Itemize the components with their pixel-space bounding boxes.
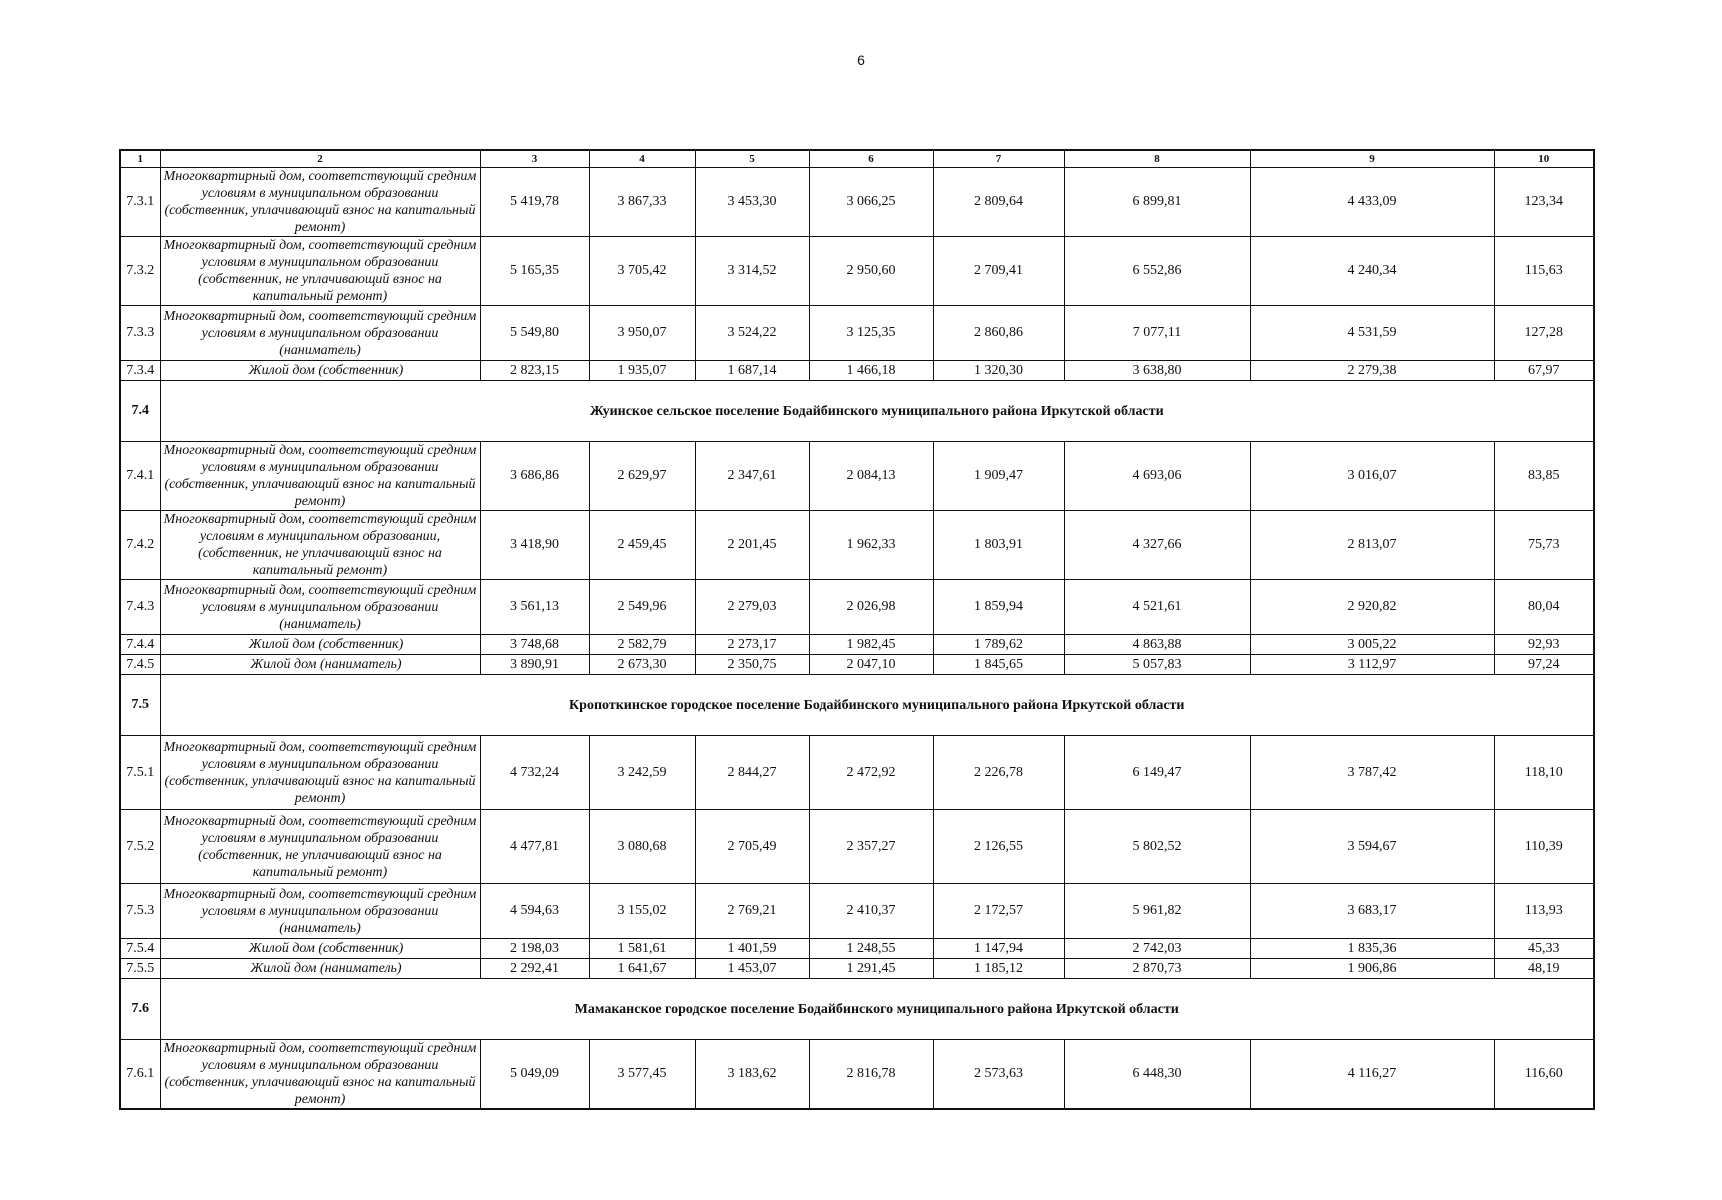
value-cell: 3 683,17 [1250, 884, 1494, 939]
value-cell: 2 573,63 [933, 1040, 1064, 1110]
value-cell: 2 705,49 [695, 810, 809, 884]
value-cell: 2 950,60 [809, 237, 933, 306]
value-cell: 4 433,09 [1250, 168, 1494, 237]
row-description: Многоквартирный дом, соответствующий средним условиям в муниципальном образовании (наниматель) [160, 580, 480, 635]
value-cell: 6 149,47 [1064, 736, 1250, 810]
row-code: 7.5.5 [120, 959, 160, 979]
table-row [120, 361, 1594, 381]
value-cell: 3 867,33 [589, 168, 695, 237]
row-code: 7.4.4 [120, 635, 160, 655]
value-cell: 4 327,66 [1064, 511, 1250, 580]
value-cell: 5 165,35 [480, 237, 589, 306]
value-cell: 4 732,24 [480, 736, 589, 810]
value-cell: 1 835,36 [1250, 939, 1494, 959]
value-cell: 2 709,41 [933, 237, 1064, 306]
value-cell: 1 453,07 [695, 959, 809, 979]
value-cell: 1 982,45 [809, 635, 933, 655]
section-row [120, 979, 1594, 1040]
value-cell: 83,85 [1494, 442, 1594, 511]
row-code: 7.4.3 [120, 580, 160, 635]
section-code: 7.6 [120, 979, 160, 1040]
row-description: Жилой дом (собственник) [160, 361, 480, 381]
value-cell: 1 845,65 [933, 655, 1064, 675]
value-cell: 3 183,62 [695, 1040, 809, 1110]
value-cell: 2 809,64 [933, 168, 1064, 237]
value-cell: 1 147,94 [933, 939, 1064, 959]
value-cell: 2 279,38 [1250, 361, 1494, 381]
value-cell: 3 242,59 [589, 736, 695, 810]
row-code: 7.3.4 [120, 361, 160, 381]
value-cell: 3 005,22 [1250, 635, 1494, 655]
table-row [120, 655, 1594, 675]
value-cell: 118,10 [1494, 736, 1594, 810]
value-cell: 1 185,12 [933, 959, 1064, 979]
table-row [120, 442, 1594, 511]
value-cell: 80,04 [1494, 580, 1594, 635]
value-cell: 1 803,91 [933, 511, 1064, 580]
value-cell: 2 292,41 [480, 959, 589, 979]
value-cell: 5 549,80 [480, 306, 589, 361]
value-cell: 45,33 [1494, 939, 1594, 959]
value-cell: 6 899,81 [1064, 168, 1250, 237]
row-description: Многоквартирный дом, соответствующий средним условиям в муниципальном образовании (собственник, уплачивающий взнос на капитальный ремонт) [160, 168, 480, 237]
section-title: Жуинское сельское поселение Бодайбинского муниципального района Иркутской области [160, 381, 1594, 442]
header-cell: 3 [480, 150, 589, 168]
value-cell: 3 890,91 [480, 655, 589, 675]
value-cell: 2 673,30 [589, 655, 695, 675]
value-cell: 2 920,82 [1250, 580, 1494, 635]
header-cell: 10 [1494, 150, 1594, 168]
value-cell: 3 066,25 [809, 168, 933, 237]
row-description: Многоквартирный дом, соответствующий средним условиям в муниципальном образовании, (собственник, не уплачивающий взнос на капитальный ремонт) [160, 511, 480, 580]
value-cell: 4 240,34 [1250, 237, 1494, 306]
table-row [120, 237, 1594, 306]
value-cell: 1 248,55 [809, 939, 933, 959]
value-cell: 2 172,57 [933, 884, 1064, 939]
value-cell: 5 419,78 [480, 168, 589, 237]
row-description: Многоквартирный дом, соответствующий средним условиям в муниципальном образовании (собственник, уплачивающий взнос на капитальный ремонт) [160, 442, 480, 511]
row-code: 7.6.1 [120, 1040, 160, 1110]
value-cell: 5 802,52 [1064, 810, 1250, 884]
value-cell: 2 126,55 [933, 810, 1064, 884]
value-cell: 123,34 [1494, 168, 1594, 237]
row-code: 7.3.1 [120, 168, 160, 237]
value-cell: 2 357,27 [809, 810, 933, 884]
row-code: 7.4.5 [120, 655, 160, 675]
value-cell: 2 347,61 [695, 442, 809, 511]
value-cell: 5 057,83 [1064, 655, 1250, 675]
header-cell: 5 [695, 150, 809, 168]
table-row [120, 306, 1594, 361]
value-cell: 1 935,07 [589, 361, 695, 381]
value-cell: 6 552,86 [1064, 237, 1250, 306]
value-cell: 5 049,09 [480, 1040, 589, 1110]
value-cell: 3 686,86 [480, 442, 589, 511]
value-cell: 2 273,17 [695, 635, 809, 655]
value-cell: 1 581,61 [589, 939, 695, 959]
value-cell: 7 077,11 [1064, 306, 1250, 361]
table-row [120, 884, 1594, 939]
value-cell: 3 561,13 [480, 580, 589, 635]
value-cell: 2 769,21 [695, 884, 809, 939]
value-cell: 2 472,92 [809, 736, 933, 810]
tariff-table [119, 149, 1595, 1110]
value-cell: 2 629,97 [589, 442, 695, 511]
value-cell: 1 291,45 [809, 959, 933, 979]
value-cell: 3 314,52 [695, 237, 809, 306]
value-cell: 3 524,22 [695, 306, 809, 361]
row-code: 7.5.4 [120, 939, 160, 959]
row-code: 7.4.1 [120, 442, 160, 511]
value-cell: 2 816,78 [809, 1040, 933, 1110]
value-cell: 2 279,03 [695, 580, 809, 635]
row-description: Жилой дом (собственник) [160, 939, 480, 959]
header-cell: 2 [160, 150, 480, 168]
table-row [120, 511, 1594, 580]
table-row [120, 959, 1594, 979]
row-description: Жилой дом (собственник) [160, 635, 480, 655]
value-cell: 4 116,27 [1250, 1040, 1494, 1110]
value-cell: 2 870,73 [1064, 959, 1250, 979]
value-cell: 2 350,75 [695, 655, 809, 675]
section-row [120, 381, 1594, 442]
value-cell: 3 112,97 [1250, 655, 1494, 675]
value-cell: 1 962,33 [809, 511, 933, 580]
value-cell: 1 641,67 [589, 959, 695, 979]
value-cell: 2 198,03 [480, 939, 589, 959]
value-cell: 4 594,63 [480, 884, 589, 939]
row-description: Многоквартирный дом, соответствующий средним условиям в муниципальном образовании (наниматель) [160, 884, 480, 939]
value-cell: 3 155,02 [589, 884, 695, 939]
value-cell: 2 047,10 [809, 655, 933, 675]
row-code: 7.3.2 [120, 237, 160, 306]
page-number: 6 [857, 52, 865, 68]
value-cell: 2 084,13 [809, 442, 933, 511]
value-cell: 2 823,15 [480, 361, 589, 381]
value-cell: 1 320,30 [933, 361, 1064, 381]
table-row [120, 168, 1594, 237]
value-cell: 2 742,03 [1064, 939, 1250, 959]
row-description: Многоквартирный дом, соответствующий средним условиям в муниципальном образовании (собственник, не уплачивающий взнос на капитальный ремонт) [160, 810, 480, 884]
value-cell: 1 906,86 [1250, 959, 1494, 979]
section-row [120, 675, 1594, 736]
value-cell: 3 705,42 [589, 237, 695, 306]
value-cell: 2 459,45 [589, 511, 695, 580]
value-cell: 4 521,61 [1064, 580, 1250, 635]
value-cell: 116,60 [1494, 1040, 1594, 1110]
value-cell: 1 466,18 [809, 361, 933, 381]
header-cell: 8 [1064, 150, 1250, 168]
row-code: 7.5.3 [120, 884, 160, 939]
row-description: Многоквартирный дом, соответствующий средним условиям в муниципальном образовании (собственник, уплачивающий взнос на капитальный ремонт) [160, 1040, 480, 1110]
table-row [120, 736, 1594, 810]
value-cell: 3 080,68 [589, 810, 695, 884]
header-cell: 7 [933, 150, 1064, 168]
row-code: 7.4.2 [120, 511, 160, 580]
row-code: 7.5.1 [120, 736, 160, 810]
table-row [120, 810, 1594, 884]
table-row [120, 939, 1594, 959]
table-row [120, 635, 1594, 655]
value-cell: 1 401,59 [695, 939, 809, 959]
value-cell: 3 577,45 [589, 1040, 695, 1110]
header-cell: 9 [1250, 150, 1494, 168]
value-cell: 2 549,96 [589, 580, 695, 635]
value-cell: 3 418,90 [480, 511, 589, 580]
row-description: Многоквартирный дом, соответствующий средним условиям в муниципальном образовании (наниматель) [160, 306, 480, 361]
section-code: 7.5 [120, 675, 160, 736]
value-cell: 2 813,07 [1250, 511, 1494, 580]
value-cell: 2 226,78 [933, 736, 1064, 810]
value-cell: 3 748,68 [480, 635, 589, 655]
value-cell: 3 950,07 [589, 306, 695, 361]
value-cell: 127,28 [1494, 306, 1594, 361]
value-cell: 48,19 [1494, 959, 1594, 979]
value-cell: 4 531,59 [1250, 306, 1494, 361]
value-cell: 1 909,47 [933, 442, 1064, 511]
value-cell: 3 125,35 [809, 306, 933, 361]
value-cell: 97,24 [1494, 655, 1594, 675]
row-description: Многоквартирный дом, соответствующий средним условиям в муниципальном образовании (собственник, уплачивающий взнос на капитальный ремонт) [160, 736, 480, 810]
table-row [120, 580, 1594, 635]
header-cell: 1 [120, 150, 160, 168]
value-cell: 6 448,30 [1064, 1040, 1250, 1110]
row-description: Жилой дом (наниматель) [160, 655, 480, 675]
header-cell: 6 [809, 150, 933, 168]
value-cell: 1 687,14 [695, 361, 809, 381]
value-cell: 3 453,30 [695, 168, 809, 237]
value-cell: 67,97 [1494, 361, 1594, 381]
section-title: Кропоткинское городское поселение Бодайбинского муниципального района Иркутской области [160, 675, 1594, 736]
value-cell: 4 863,88 [1064, 635, 1250, 655]
value-cell: 5 961,82 [1064, 884, 1250, 939]
value-cell: 3 016,07 [1250, 442, 1494, 511]
value-cell: 1 859,94 [933, 580, 1064, 635]
table-row [120, 1040, 1594, 1110]
value-cell: 2 844,27 [695, 736, 809, 810]
section-code: 7.4 [120, 381, 160, 442]
row-description: Многоквартирный дом, соответствующий средним условиям в муниципальном образовании (собственник, не уплачивающий взнос на капитальный ремонт) [160, 237, 480, 306]
value-cell: 3 638,80 [1064, 361, 1250, 381]
header-row [120, 150, 1594, 168]
value-cell: 115,63 [1494, 237, 1594, 306]
header-cell: 4 [589, 150, 695, 168]
value-cell: 3 787,42 [1250, 736, 1494, 810]
row-code: 7.3.3 [120, 306, 160, 361]
value-cell: 92,93 [1494, 635, 1594, 655]
value-cell: 3 594,67 [1250, 810, 1494, 884]
value-cell: 4 477,81 [480, 810, 589, 884]
value-cell: 75,73 [1494, 511, 1594, 580]
value-cell: 110,39 [1494, 810, 1594, 884]
value-cell: 2 582,79 [589, 635, 695, 655]
value-cell: 2 026,98 [809, 580, 933, 635]
value-cell: 113,93 [1494, 884, 1594, 939]
value-cell: 2 201,45 [695, 511, 809, 580]
section-title: Мамаканское городское поселение Бодайбинского муниципального района Иркутской области [160, 979, 1594, 1040]
value-cell: 4 693,06 [1064, 442, 1250, 511]
row-code: 7.5.2 [120, 810, 160, 884]
value-cell: 1 789,62 [933, 635, 1064, 655]
value-cell: 2 410,37 [809, 884, 933, 939]
value-cell: 2 860,86 [933, 306, 1064, 361]
row-description: Жилой дом (наниматель) [160, 959, 480, 979]
